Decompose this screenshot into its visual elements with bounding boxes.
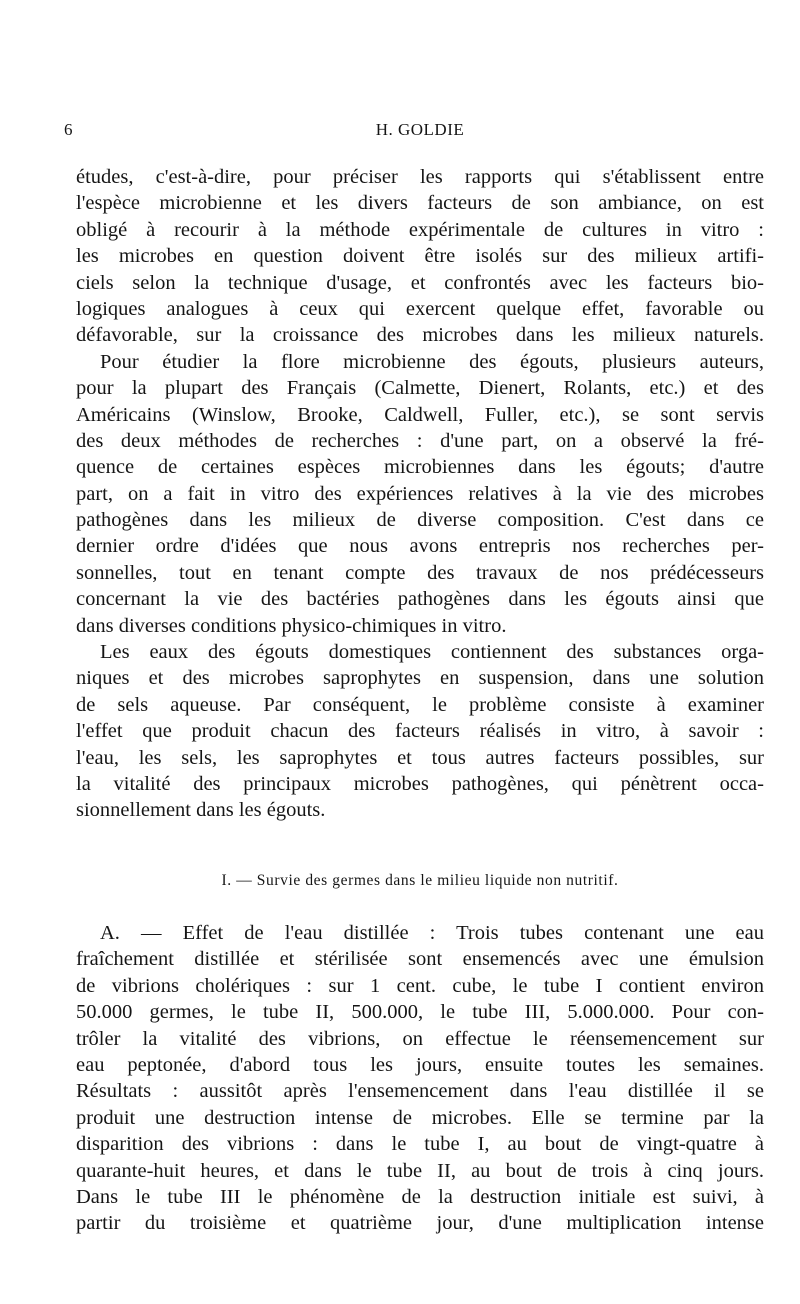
page-number: 6 (64, 120, 73, 139)
text-line: la vitalité des principaux microbes pathogènes, qui pénètrent occa- (76, 772, 764, 795)
text-line: partir du troisième et quatrième jour, d'une multiplication intense (76, 1212, 764, 1235)
text-line: trôler la vitalité des vibrions, on effectue le réensemencement sur (76, 1027, 764, 1050)
text-line: les microbes en question doivent être isolés sur des milieux artifi- (76, 245, 764, 268)
text-line: Dans le tube III le phénomène de la destruction initiale est suivi, à (76, 1185, 764, 1208)
text-line: logiques analogues à ceux qui exercent quelque effet, favorable ou (76, 297, 764, 320)
text-line: de sels aqueuse. Par conséquent, le problème consiste à examiner (76, 693, 764, 716)
text-line: Résultats : aussitôt après l'ensemencement dans l'eau distillée il se (76, 1080, 764, 1103)
text-line: concernant la vie des bactéries pathogènes dans les égouts ainsi que (76, 588, 764, 611)
running-header (64, 120, 764, 144)
text-line: niques et des microbes saprophytes en suspension, dans une solution (76, 667, 764, 690)
text-line: l'effet que produit chacun des facteurs réalisés in vitro, à savoir : (76, 720, 764, 743)
text-line: produit une destruction intense de microbes. Elle se termine par la (76, 1106, 764, 1129)
text-line: A. — Effet de l'eau distillée : Trois tubes contenant une eau (100, 922, 764, 944)
text-line: pathogènes dans les milieux de diverse composition. C'est dans ce (76, 509, 764, 532)
text-line: sionnellement dans les égouts. (76, 799, 326, 822)
text-line: pour la plupart des Français (Calmette, Dienert, Rolants, etc.) et des (76, 377, 764, 400)
text-line: Américains (Winslow, Brooke, Caldwell, Fuller, etc.), se sont servis (76, 403, 764, 426)
text-line: 50.000 germes, le tube II, 500.000, le tube III, 5.000.000. Pour con- (76, 1001, 764, 1024)
text-line: ciels selon la technique d'usage, et confrontés avec les facteurs bio- (76, 271, 764, 294)
running-head-author: H. GOLDIE (375, 120, 465, 139)
section-heading: I. — Survie des germes dans le milieu liquide non nutritif. (221, 872, 619, 889)
text-line: l'eau, les sels, les saprophytes et tous autres facteurs possibles, sur (76, 746, 764, 769)
text-line: disparition des vibrions : dans le tube I, au bout de vingt-quatre à (76, 1133, 764, 1156)
text-line: dans diverses conditions physico-chimiques in vitro. (76, 614, 507, 637)
text-line: défavorable, sur la croissance des microbes dans les milieux naturels. (76, 324, 764, 347)
text-line: eau peptonée, d'abord tous les jours, ensuite toutes les semaines. (76, 1053, 764, 1076)
subsection-text (76, 920, 764, 1237)
text-line: part, on a fait in vitro des expériences relatives à la vie des microbes (76, 482, 764, 505)
text-line: dernier ordre d'idées que nous avons entrepris nos recherches per- (76, 535, 764, 558)
text-line: études, c'est-à-dire, pour préciser les rapports qui s'établissent entre (76, 166, 764, 188)
text-line: Pour étudier la flore microbienne des égouts, plusieurs auteurs, (100, 350, 764, 373)
text-line: quarante-huit heures, et dans le tube II, au bout de trois à cinq jours. (76, 1159, 764, 1182)
text-line: obligé à recourir à la méthode expérimentale de cultures in vitro : (76, 218, 764, 241)
text-line: des deux méthodes de recherches : d'une part, on a observé la fré- (76, 429, 764, 452)
text-line: de vibrions cholériques : sur 1 cent. cube, le tube I contient environ (76, 974, 764, 997)
document-page (64, 0, 764, 1304)
text-line: sonnelles, tout en tenant compte des travaux de nos prédécesseurs (76, 561, 764, 584)
body-text (76, 164, 764, 824)
text-line: quence de certaines espèces microbiennes dans les égouts; d'autre (76, 456, 764, 479)
text-line: fraîchement distillée et stérilisée sont ensemencés avec une émulsion (76, 948, 764, 971)
text-line: Les eaux des égouts domestiques contiennent des substances orga- (100, 641, 764, 664)
text-line: l'espèce microbienne et les divers facteurs de son ambiance, on est (76, 192, 764, 215)
